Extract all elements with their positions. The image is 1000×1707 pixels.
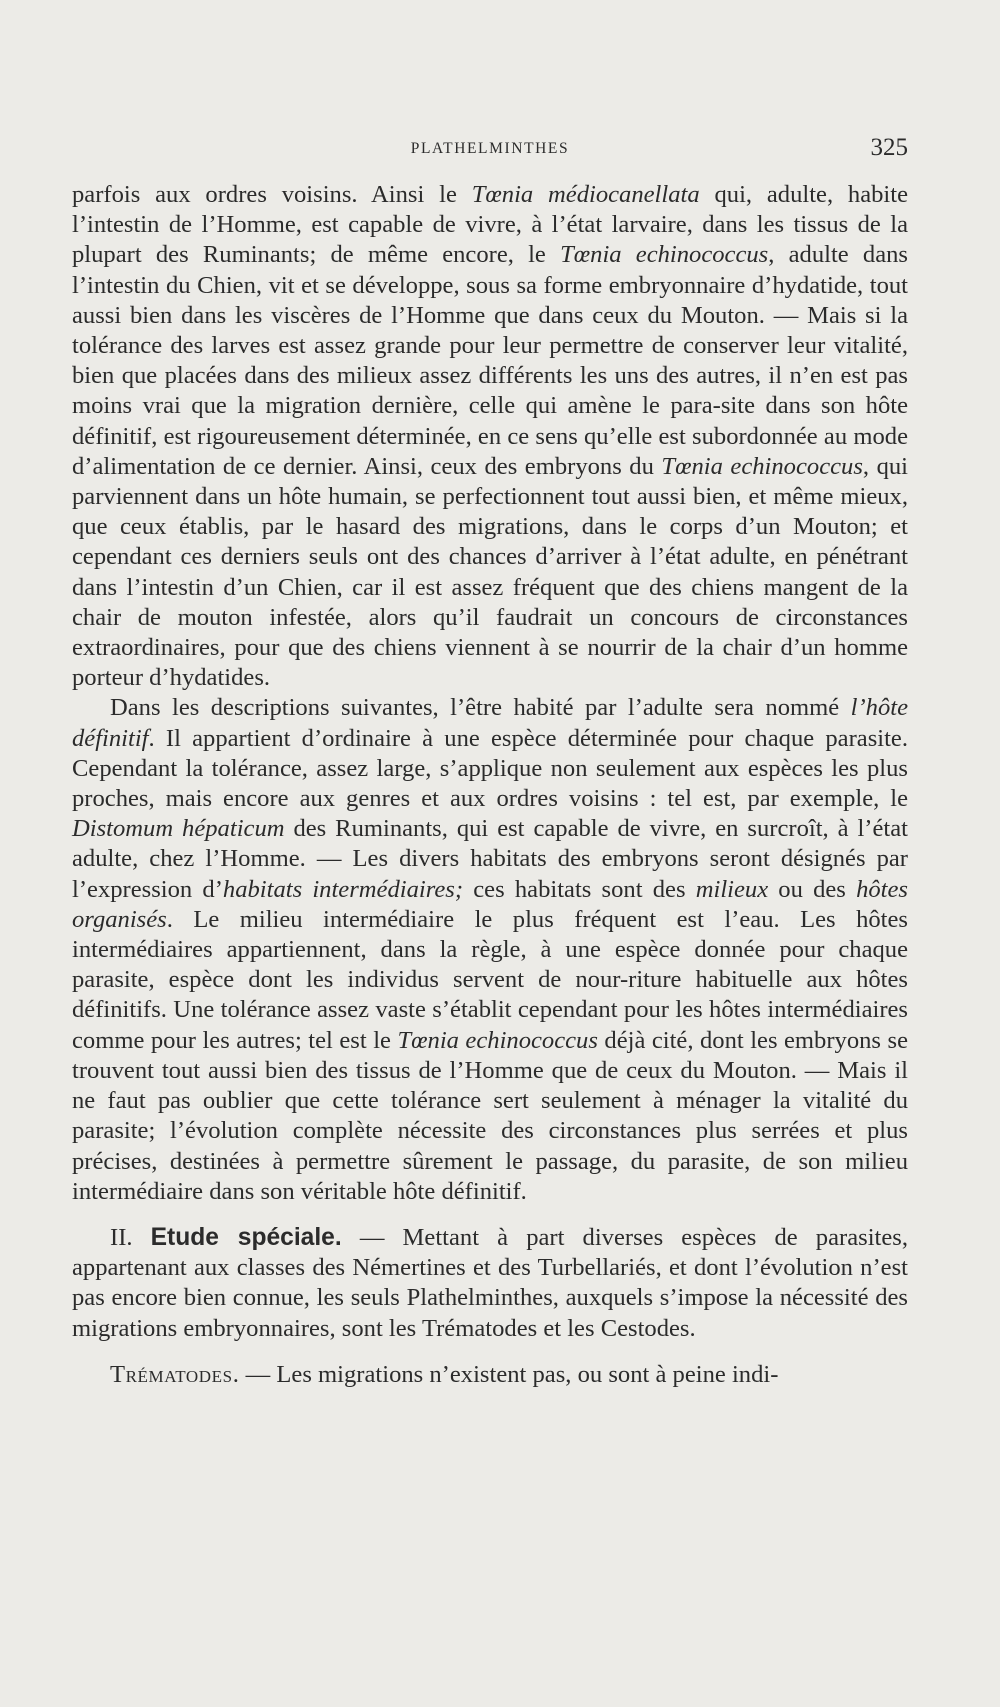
- paragraph-1: [72, 180, 908, 693]
- term-italic: hôtes organisés: [72, 875, 908, 933]
- species-name: Tœnia echinococcus: [397, 1026, 598, 1054]
- species-name: Distomum hépaticum: [72, 815, 285, 843]
- paragraph-2: [72, 693, 908, 1206]
- subsection-heading: Trématodes.: [110, 1360, 240, 1388]
- species-name: Tœnia médiocanellata: [471, 181, 700, 208]
- running-head-title: PLATHELMINTHES: [410, 140, 570, 157]
- page-number: 325: [870, 134, 908, 161]
- text-run: ces habitats sont des: [463, 875, 696, 903]
- text-run: déjà cité, dont les embryons se trouvent tout aussi bien des tissus de l’Homme que de ceux du Mouton. — Mais il ne faut pas oublier que cette tolérance sert seulement à ménager la vitalité du parasite; l’évolution complète nécessite des circonstances plus serrées et plus précises, destinées à permettre sûrement le passage, du parasite, de son milieu intermédiaire dans son véritable hôte définitif.: [72, 1026, 908, 1205]
- text-run: des Ruminants, qui est capable de vivre, en surcroît, à l’état adulte, chez l’Homme. — Les divers habitats des embryons seront désignés par l’expression d’: [72, 815, 908, 903]
- text-run: ou des: [768, 875, 857, 903]
- text-run: parfois aux ordres voisins. Ainsi le: [72, 181, 472, 208]
- species-name: Tœnia echinococcus: [661, 452, 863, 480]
- running-head: [72, 134, 908, 180]
- text-run: . Le milieu intermédiaire le plus fréquent est l’eau. Les hôtes intermédiaires appartiennent, dans la règle, à une espèce donnée pour chaque parasite, espèce dont les individus servent de nour-riture habituelle aux hôtes définitifs. Une tolérance assez vaste s’établit cependant pour les hôtes intermédiaires comme pour les autres; tel est le: [72, 905, 908, 1054]
- section-number: II.: [110, 1223, 133, 1251]
- species-name: Tœnia echinococcus: [560, 241, 769, 269]
- body-text: [72, 180, 908, 1390]
- text-run: Dans les descriptions suivantes, l’être habité par l’adulte sera nommé: [110, 694, 851, 722]
- text-run: — Mettant à part diverses espèces de parasites, appartenant aux classes des Némertines et des Turbellariés, et dont l’évolution n’est pas encore bien connue, les seuls Plathelminthes, auxquels s’impose la nécessité des migrations embryonnaires, sont les Trématodes et les Cestodes.: [72, 1223, 909, 1342]
- term-italic: l’hôte définitif: [72, 694, 908, 752]
- term-italic: habitats intermédiaires;: [222, 875, 464, 903]
- text-run: . Il appartient d’ordinaire à une espèce déterminée pour chaque parasite. Cependant la tolérance, assez large, s’applique non seulement aux espèces les plus proches, mais encore aux genres et aux ordres voisins : tel est, par exemple, le: [72, 724, 908, 813]
- text-run: , qui parviennent dans un hôte humain, se perfectionnent tout aussi bien, et même mieux, que ceux établis, par le hasard des migrations, dans le corps d’un Mouton; et cependant ces derniers seuls ont des chances d’arriver à l’état adulte, en pénétrant dans l’intestin d’un Chien, car il est assez fréquent que des chiens mangent de la chair de mouton infestée, alors qu’il faudrait un concours de circonstances extraordinaires, pour que des chiens viennent à se nourrir de la chair d’un homme porteur d’hydatides.: [72, 452, 908, 692]
- text-run: , adulte dans l’intestin du Chien, vit et se développe, sous sa forme embryonnaire d’hydatide, tout aussi bien dans les viscères de l’Homme que dans ceux du Mouton. — Mais si la tolérance des larves est assez grande pour leur permettre de conserver leur vitalité, bien que placées dans des milieux assez différents les uns des autres, il n’en est pas moins vrai que la migration dernière, celle qui amène le para-site dans son hôte définitif, est rigoureusement déterminée, en ce sens qu’elle est subordonnée au mode d’alimentation de ce dernier. Ainsi, ceux des embryons du: [72, 241, 908, 480]
- text-run: — Les migrations n’existent pas, ou sont à peine indi-: [239, 1360, 779, 1388]
- term-italic: milieux: [695, 875, 769, 903]
- section-heading: Etude spéciale.: [150, 1223, 342, 1251]
- paragraph-4: [72, 1360, 908, 1390]
- text-run: qui, adulte, habite l’intestin de l’Homme, est capable de vivre, à l’état larvaire, dans les tissus de la plupart des Ruminants; de même encore, le: [72, 181, 909, 269]
- paragraph-3: [72, 1223, 908, 1344]
